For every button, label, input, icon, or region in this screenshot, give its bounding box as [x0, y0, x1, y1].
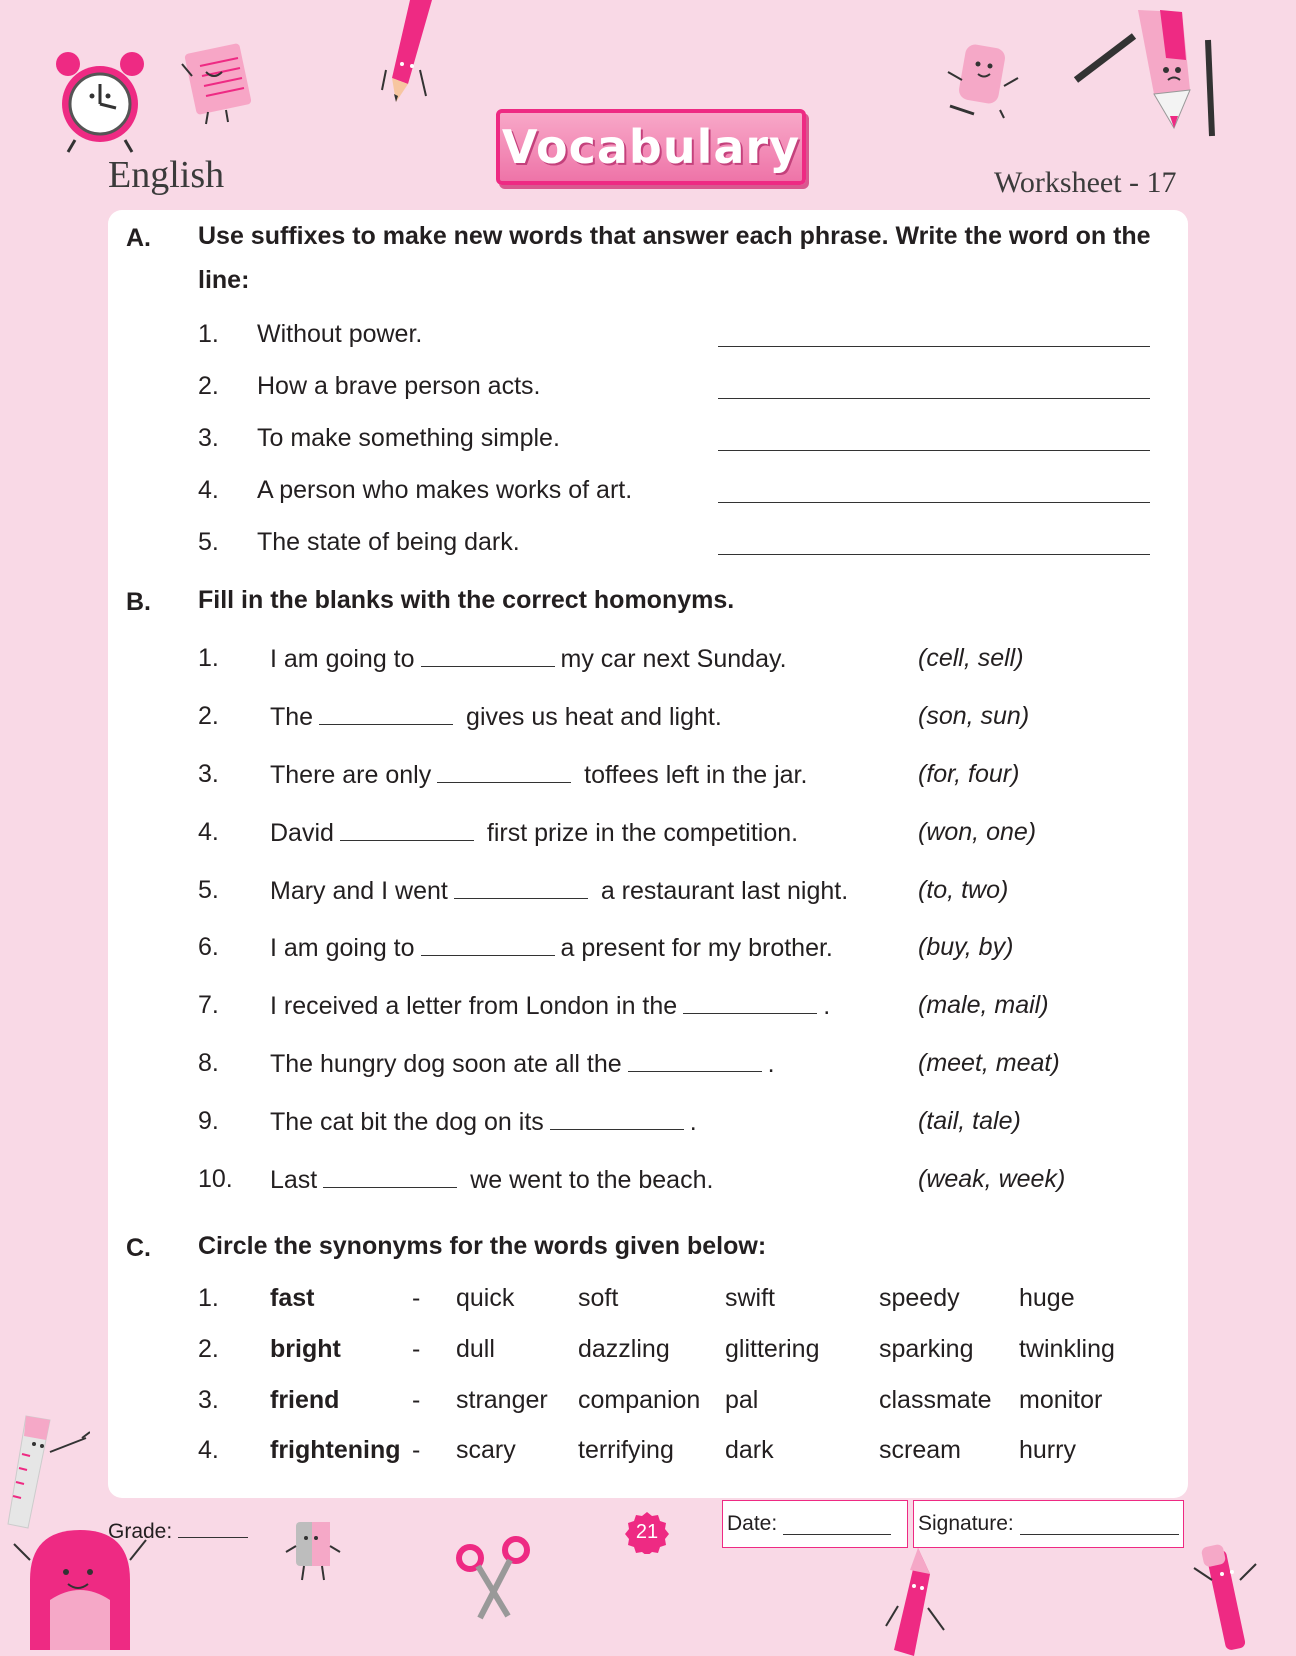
- sentence-end: we went to the beach.: [470, 1166, 714, 1194]
- b-item-number: 9.: [198, 1107, 219, 1135]
- c-dash: -: [412, 1284, 421, 1312]
- c-item-number: 4.: [198, 1436, 219, 1464]
- synonym-choice[interactable]: glittering: [725, 1335, 820, 1363]
- sentence-end: .: [689, 1108, 697, 1136]
- section-a-letter: A.: [126, 224, 151, 252]
- synonym-choice[interactable]: twinkling: [1019, 1335, 1115, 1363]
- c-dash: -: [412, 1386, 421, 1414]
- b-item-number: 5.: [198, 876, 219, 904]
- b-item-sentence: [270, 933, 833, 963]
- title-banner: [496, 109, 806, 185]
- scissors-icon: [454, 1534, 532, 1622]
- sentence-start: I am going to: [270, 645, 415, 673]
- b-item-sentence: [270, 644, 787, 674]
- b-item-number: 6.: [198, 933, 219, 961]
- c-target-word: frightening: [270, 1436, 401, 1464]
- homonym-options: (buy, by): [918, 933, 1014, 961]
- synonym-choice[interactable]: monitor: [1019, 1386, 1103, 1414]
- signature-input-line[interactable]: [1020, 1514, 1179, 1535]
- c-item-number: 2.: [198, 1335, 219, 1363]
- ruler-icon: [6, 1408, 90, 1538]
- c-item-number: 1.: [198, 1284, 219, 1312]
- b-item-number: 3.: [198, 760, 219, 788]
- b-item-number: 4.: [198, 818, 219, 846]
- b-item-number: 7.: [198, 991, 219, 1019]
- answer-line[interactable]: [718, 554, 1150, 555]
- grade-field: [108, 1517, 248, 1544]
- a-item-number: 4.: [198, 476, 219, 504]
- b-item-number: 8.: [198, 1049, 219, 1077]
- synonym-choice[interactable]: scream: [879, 1436, 961, 1464]
- subject-label: English: [108, 154, 225, 196]
- page-number: 21: [635, 1520, 659, 1543]
- sentence-start: David: [270, 819, 334, 847]
- a-item-number: 1.: [198, 320, 219, 348]
- fill-blank[interactable]: [340, 818, 474, 841]
- fill-blank[interactable]: [628, 1049, 762, 1072]
- synonym-choice[interactable]: dull: [456, 1335, 495, 1363]
- page-title: Vocabulary: [501, 120, 801, 174]
- b-item-number: 10.: [198, 1165, 233, 1193]
- synonym-choice[interactable]: dazzling: [578, 1335, 670, 1363]
- synonym-choice[interactable]: swift: [725, 1284, 775, 1312]
- sharpener-icon: [282, 1516, 344, 1586]
- synonym-choice[interactable]: terrifying: [578, 1436, 674, 1464]
- sentence-start: Mary and I went: [270, 877, 448, 905]
- sentence-end: my car next Sunday.: [560, 645, 787, 673]
- synonym-choice[interactable]: companion: [578, 1386, 701, 1414]
- c-target-word: bright: [270, 1335, 341, 1363]
- section-a-instruction: Use suffixes to make new words that answer each phrase. Write the word on the line:: [198, 222, 1151, 294]
- c-target-word: fast: [270, 1284, 315, 1312]
- c-dash: -: [412, 1436, 421, 1464]
- alarm-clock-icon: [50, 42, 150, 157]
- synonym-choice[interactable]: dark: [725, 1436, 774, 1464]
- b-item-number: 1.: [198, 644, 219, 672]
- b-item-sentence: [270, 818, 798, 848]
- section-c-letter: C.: [126, 1234, 151, 1262]
- fill-blank[interactable]: [421, 933, 555, 956]
- sentence-start: I received a letter from London in the: [270, 992, 678, 1020]
- b-item-sentence: [270, 876, 848, 906]
- pencil-icon: [380, 0, 440, 110]
- grade-input-line[interactable]: [178, 1517, 248, 1538]
- synonym-choice[interactable]: soft: [578, 1284, 619, 1312]
- a-item-text: The state of being dark.: [257, 528, 520, 556]
- b-item-sentence: [270, 760, 807, 790]
- sentence-end: .: [767, 1050, 775, 1078]
- fill-blank[interactable]: [683, 991, 817, 1014]
- fill-blank[interactable]: [550, 1107, 684, 1130]
- homonym-options: (tail, tale): [918, 1107, 1021, 1135]
- answer-line[interactable]: [718, 346, 1150, 347]
- homonym-options: (son, sun): [918, 702, 1030, 730]
- synonym-choice[interactable]: huge: [1019, 1284, 1075, 1312]
- sentence-start: Last: [270, 1166, 318, 1194]
- crayon-icon: [884, 1546, 952, 1656]
- a-item-text: A person who makes works of art.: [257, 476, 633, 504]
- date-label: Date:: [727, 1512, 778, 1535]
- fill-blank[interactable]: [454, 876, 588, 899]
- fill-blank[interactable]: [437, 760, 571, 783]
- a-item-number: 5.: [198, 528, 219, 556]
- homonym-options: (to, two): [918, 876, 1009, 904]
- homonym-options: (weak, week): [918, 1165, 1066, 1193]
- b-item-sentence: [270, 991, 830, 1021]
- b-item-sentence: [270, 1165, 713, 1195]
- a-item-text: Without power.: [257, 320, 423, 348]
- section-b-letter: B.: [126, 588, 151, 616]
- signature-box: [913, 1500, 1184, 1548]
- b-item-number: 2.: [198, 702, 219, 730]
- synonym-choice[interactable]: classmate: [879, 1386, 992, 1414]
- c-item-number: 3.: [198, 1386, 219, 1414]
- a-item-text: How a brave person acts.: [257, 372, 541, 400]
- worksheet-number: Worksheet - 17: [994, 166, 1177, 199]
- synonym-choice[interactable]: hurry: [1019, 1436, 1076, 1464]
- synonym-choice[interactable]: pal: [725, 1386, 759, 1414]
- eraser-icon: [944, 40, 1024, 122]
- a-item-number: 3.: [198, 424, 219, 452]
- sentence-end: a restaurant last night.: [600, 877, 849, 905]
- section-b-instruction: Fill in the blanks with the correct homonyms.: [198, 586, 735, 614]
- b-item-sentence: [270, 1049, 775, 1079]
- answer-line[interactable]: [718, 450, 1150, 451]
- synonym-choice[interactable]: speedy: [879, 1284, 960, 1312]
- homonym-options: (for, four): [918, 760, 1020, 788]
- sentence-start: The: [270, 703, 314, 731]
- answer-line[interactable]: [718, 502, 1150, 503]
- homonym-options: (male, mail): [918, 991, 1049, 1019]
- date-box: [722, 1500, 908, 1548]
- date-input-line[interactable]: [783, 1514, 891, 1535]
- sentence-end: .: [823, 992, 831, 1020]
- synonym-choice[interactable]: quick: [456, 1284, 515, 1312]
- synonym-choice[interactable]: scary: [456, 1436, 516, 1464]
- fill-blank[interactable]: [421, 644, 555, 667]
- synonym-choice[interactable]: stranger: [456, 1386, 548, 1414]
- b-item-sentence: [270, 702, 722, 732]
- pencil-character-icon: [1074, 0, 1234, 140]
- signature-label: Signature:: [918, 1512, 1014, 1535]
- sentence-end: first prize in the competition.: [486, 819, 799, 847]
- c-dash: -: [412, 1335, 421, 1363]
- c-target-word: friend: [270, 1386, 340, 1414]
- answer-line[interactable]: [718, 398, 1150, 399]
- pen-icon: [1192, 1540, 1262, 1656]
- homonym-options: (cell, sell): [918, 644, 1024, 672]
- notepad-icon: [178, 42, 260, 126]
- homonym-options: (won, one): [918, 818, 1037, 846]
- homonym-options: (meet, meat): [918, 1049, 1060, 1077]
- fill-blank[interactable]: [323, 1165, 457, 1188]
- sentence-start: I am going to: [270, 934, 415, 962]
- sentence-start: The cat bit the dog on its: [270, 1108, 544, 1136]
- sentence-start: The hungry dog soon ate all the: [270, 1050, 622, 1078]
- a-item-number: 2.: [198, 372, 219, 400]
- sentence-end: a present for my brother.: [560, 934, 833, 962]
- fill-blank[interactable]: [319, 702, 453, 725]
- synonym-choice[interactable]: sparking: [879, 1335, 974, 1363]
- grade-label: Grade:: [108, 1520, 173, 1543]
- sentence-start: There are only: [270, 761, 432, 789]
- section-c-instruction: Circle the synonyms for the words given below:: [198, 1232, 767, 1260]
- a-item-text: To make something simple.: [257, 424, 560, 452]
- sentence-end: gives us heat and light.: [466, 703, 722, 731]
- b-item-sentence: [270, 1107, 697, 1137]
- sentence-end: toffees left in the jar.: [584, 761, 808, 789]
